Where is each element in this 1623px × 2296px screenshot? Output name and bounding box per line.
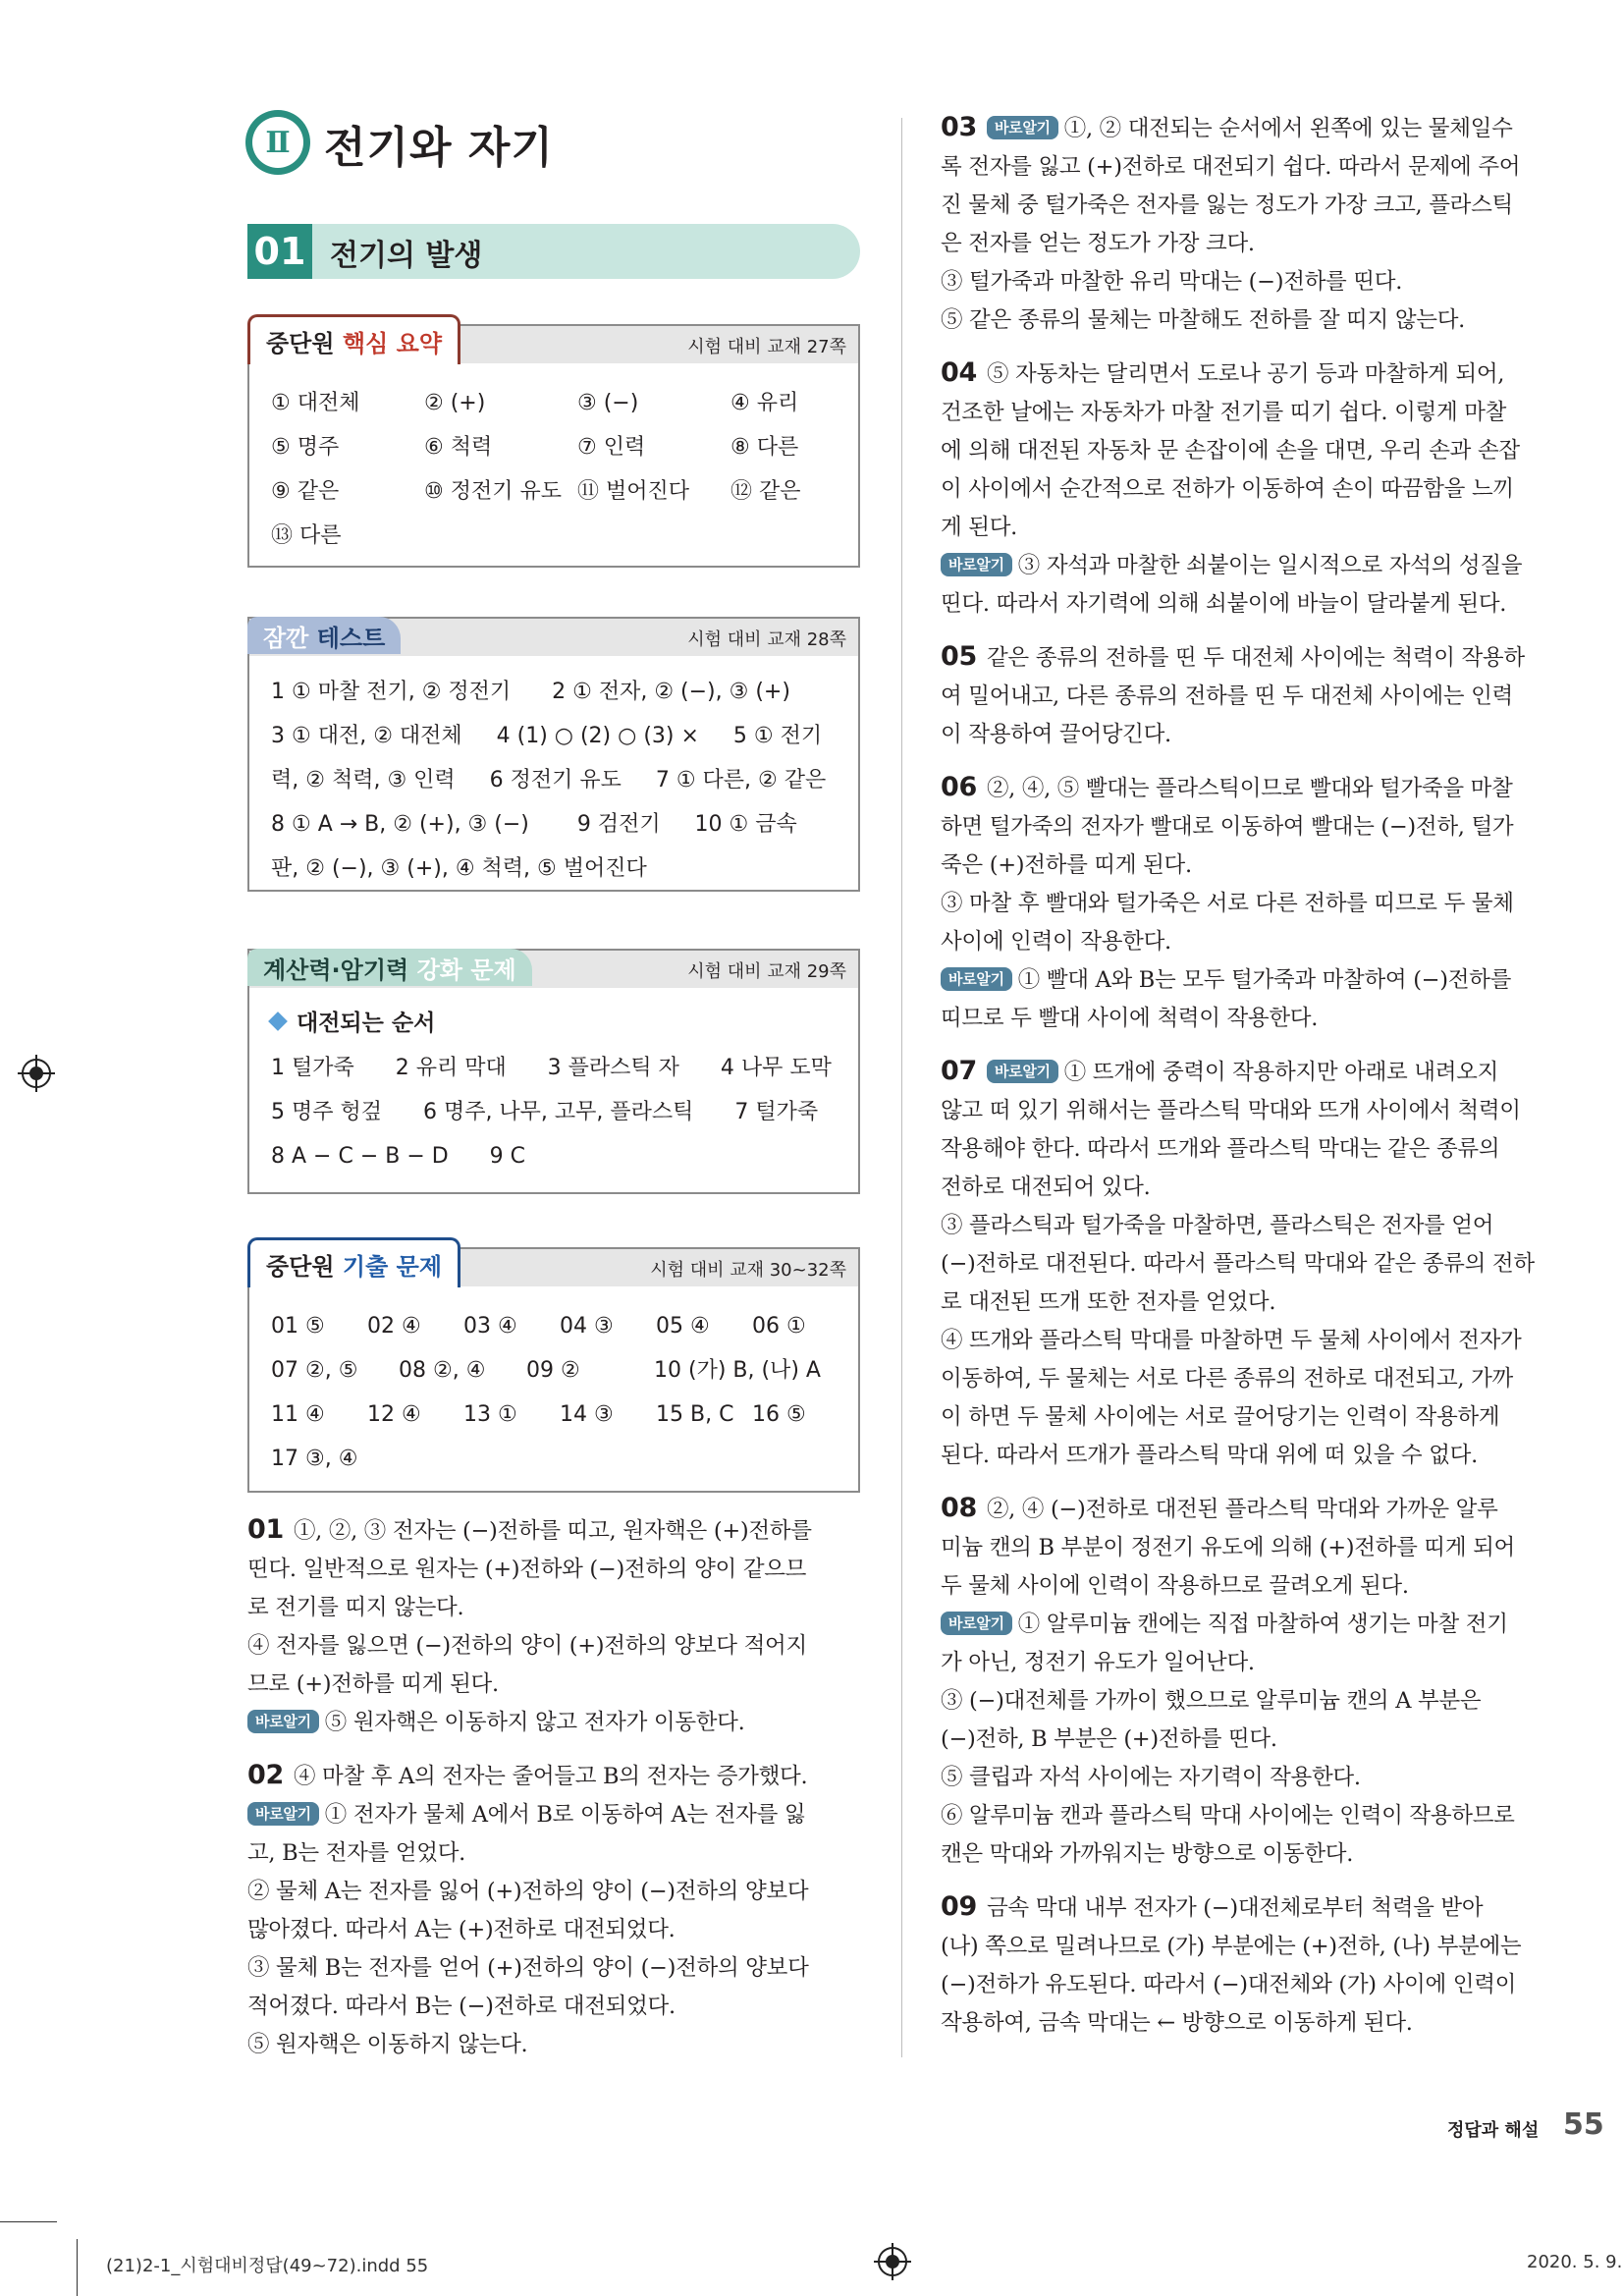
answer-text: ⑥ 알루미늄 캔과 플라스틱 막대 사이에는 인력이 작용하므로	[941, 1803, 1515, 1829]
answer-text: 죽은 (+)전하를 띠게 된다.	[941, 852, 1192, 878]
answer-line	[941, 1092, 1559, 1130]
chapter-numeral: Ⅱ	[252, 117, 303, 168]
summary-item	[424, 514, 577, 558]
answer-text: ③ 플라스틱과 털가죽을 마찰하면, 플라스틱은 전자를 얻어	[941, 1213, 1494, 1238]
answer-line	[247, 1510, 866, 1551]
footer-label: 정답과 해설	[1447, 2120, 1540, 2141]
answer-line	[941, 1360, 1559, 1398]
answer-block	[247, 1756, 866, 2064]
tab-label: 중단원	[266, 1252, 335, 1281]
answer-line	[941, 1928, 1559, 1966]
summary-item: ⑫ 같은	[730, 479, 801, 504]
answer-line	[247, 1627, 866, 1666]
answer-text: ⑤ 원자핵은 이동하지 않고 전자가 이동한다.	[324, 1710, 745, 1735]
past-exam-row	[271, 1393, 844, 1437]
answer-line	[247, 1796, 866, 1834]
answer-line	[941, 1721, 1559, 1759]
practice-body	[271, 1002, 844, 1178]
answer-line	[941, 1887, 1559, 1928]
answer-line	[941, 2004, 1559, 2043]
answer-text: (나) 쪽으로 밀려나므로 (가) 부분에는 (+)전하, (나) 부분에는	[941, 1934, 1522, 1959]
answer-text: 된다. 따라서 뜨개가 플라스틱 막대 위에 떠 있을 수 없다.	[941, 1443, 1478, 1468]
practice-line: 8 A − C − B − D 9 C	[271, 1144, 526, 1169]
question-number: 06	[941, 772, 977, 802]
answer-text: 진 물체 중 털가죽은 전자를 잃는 정도가 가장 크고, 플라스틱	[941, 192, 1513, 218]
past-exam-answer: 14 ③	[560, 1402, 614, 1427]
answer-line	[247, 2026, 866, 2064]
answer-line	[247, 1834, 866, 1873]
answer-line	[941, 585, 1559, 624]
answer-text: 하면 털가죽의 전자가 빨대로 이동하여 빨대는 (−)전하, 털가	[941, 814, 1514, 840]
answer-line	[941, 547, 1559, 585]
answer-text: 전하로 대전되어 있다.	[941, 1175, 1151, 1200]
correction-badge: 바로알기	[247, 1710, 319, 1733]
answer-text: ③ 마찰 후 빨대와 털가죽은 서로 다른 전하를 띠므로 두 물체	[941, 891, 1514, 916]
answer-text: 작용하여, 금속 막대는 ← 방향으로 이동하게 된다.	[941, 2010, 1413, 2036]
answer-block	[941, 1052, 1559, 1475]
past-exam-box	[247, 1247, 860, 1493]
answer-text: 캔은 막대와 가까워지는 방향으로 이동한다.	[941, 1841, 1354, 1867]
answer-line	[941, 394, 1559, 432]
answer-text: 작용해야 한다. 따라서 뜨개와 플라스틱 막대는 같은 종류의	[941, 1136, 1500, 1162]
correction-badge: 바로알기	[941, 1612, 1012, 1635]
past-exam-answer: 09 ②	[526, 1358, 580, 1383]
box-tab	[247, 949, 532, 986]
tab-label: 중단원	[266, 329, 335, 357]
answer-text: 띤다. 따라서 자기력에 의해 쇠붙이에 바늘이 달라붙게 된다.	[941, 591, 1507, 617]
summary-item: ⑧ 다른	[730, 435, 799, 460]
past-exam-answer: 05 ④	[656, 1314, 710, 1339]
summary-item: ④ 유리	[730, 391, 799, 415]
past-exam-answer: 04 ③	[560, 1314, 614, 1339]
answer-line	[941, 1437, 1559, 1475]
answer-text: 건조한 날에는 자동차가 마찰 전기를 띠기 쉽다. 이렇게 마찰	[941, 400, 1507, 425]
tab-label-accent: 핵심 요약	[342, 329, 443, 357]
answer-line	[941, 768, 1559, 808]
quick-test-line: 력, ② 척력, ③ 인력 6 정전기 유도 7 ① 다른, ② 같은	[271, 768, 827, 793]
answer-line	[941, 1284, 1559, 1322]
box-reference: 시험 대비 교재 30~32쪽	[650, 1260, 846, 1281]
answer-text: ① 뜨개에 중력이 작용하지만 아래로 내려오지	[1063, 1060, 1499, 1085]
section-title: 전기의 발생	[330, 239, 483, 273]
answer-line	[941, 509, 1559, 547]
answer-line	[941, 678, 1559, 716]
past-exam-answer: 02 ④	[367, 1314, 421, 1339]
answer-line	[247, 1988, 866, 2026]
answer-line	[941, 1245, 1559, 1284]
answer-line	[941, 1207, 1559, 1245]
question-number: 03	[941, 112, 977, 142]
answer-line	[941, 432, 1559, 470]
past-exam-row	[271, 1437, 844, 1481]
tab-label: 잠깐	[263, 624, 309, 652]
answer-text: 않고 떠 있기 위해서는 플라스틱 막대와 뜨개 사이에서 척력이	[941, 1098, 1521, 1123]
section-number: 01	[247, 224, 312, 279]
answer-line	[941, 637, 1559, 678]
correction-badge: 바로알기	[247, 1802, 319, 1826]
answer-text: ④ 마찰 후 A의 전자는 줄어들고 B의 전자는 증가했다.	[293, 1764, 808, 1789]
answer-line	[941, 1966, 1559, 2004]
past-exam-row	[271, 1348, 844, 1393]
tab-label-accent: 테스트	[316, 624, 386, 652]
practice-line: 5 명주 헝겊 6 명주, 나무, 고무, 플라스틱 7 털가죽	[271, 1100, 819, 1124]
answer-line	[941, 716, 1559, 754]
practice-subtitle-text: 대전되는 순서	[297, 1011, 436, 1036]
print-date: 2020. 5. 9.	[1527, 2252, 1623, 2272]
answer-line	[941, 1606, 1559, 1644]
answer-text: ③ 털가죽과 마찰한 유리 막대는 (−)전하를 띤다.	[941, 269, 1403, 295]
answer-line	[247, 1589, 866, 1627]
answer-line	[941, 1130, 1559, 1169]
summary-item	[730, 514, 848, 558]
answer-text: 고, B는 전자를 얻었다.	[247, 1840, 465, 1866]
quick-test-line: 3 ① 대전, ② 대전체 4 (1) ○ (2) ○ (3) × 5 ① 전기	[271, 724, 823, 748]
past-exam-answer: 08 ②, ④	[399, 1358, 486, 1383]
answer-line	[941, 847, 1559, 885]
answer-line	[247, 1911, 866, 1949]
quick-test-box	[247, 617, 860, 892]
file-info: (21)2-1_시험대비정답(49~72).indd 55	[106, 2256, 429, 2276]
past-exam-answer: 13 ①	[463, 1402, 517, 1427]
answer-text: 록 전자를 잃고 (+)전하로 대전되기 쉽다. 따라서 문제에 주어	[941, 154, 1521, 180]
answer-text: 에 의해 대전된 자동차 문 손잡이에 손을 대면, 우리 손과 손잡	[941, 438, 1520, 464]
answer-text: ⑤ 자동차는 달리면서 도로나 공기 등과 마찰하게 되어,	[986, 361, 1505, 387]
past-exam-answers	[271, 1304, 844, 1481]
answer-line	[941, 354, 1559, 394]
box-reference: 시험 대비 교재 29쪽	[687, 961, 846, 982]
box-reference: 시험 대비 교재 28쪽	[687, 629, 846, 650]
answer-line	[941, 1169, 1559, 1207]
answer-text: ④ 전자를 잃으면 (−)전하의 양이 (+)전하의 양보다 적어지	[247, 1633, 807, 1659]
summary-item: ⑤ 명주	[271, 435, 340, 460]
answer-line	[941, 1644, 1559, 1682]
answer-text: 많아졌다. 따라서 A는 (+)전하로 대전되었다.	[247, 1917, 676, 1942]
left-explanations	[247, 1510, 866, 2078]
question-number: 02	[247, 1760, 284, 1790]
answer-text: ②, ④, ⑤ 빨대는 플라스틱이므로 빨대와 털가죽을 마찰	[986, 776, 1513, 801]
question-number: 08	[941, 1493, 977, 1523]
answer-block	[941, 108, 1559, 340]
answer-text: ③ 자석과 마찰한 쇠붙이는 일시적으로 자석의 성질을	[1017, 553, 1523, 578]
answer-line	[941, 301, 1559, 340]
answer-line	[247, 1551, 866, 1589]
answer-line	[941, 923, 1559, 961]
answer-line	[247, 1704, 866, 1742]
answer-block	[941, 1887, 1559, 2043]
practice-box	[247, 949, 860, 1194]
past-exam-row	[271, 1304, 844, 1348]
answer-text: (−)전하가 유도된다. 따라서 (−)대전체와 (가) 사이에 인력이	[941, 1972, 1517, 1997]
answer-block	[941, 637, 1559, 754]
chapter-title: 전기와 자기	[324, 123, 554, 173]
answer-text: ③ (−)대전체를 가까이 했으므로 알루미늄 캔의 A 부분은	[941, 1688, 1482, 1714]
answer-text: 금속 막대 내부 전자가 (−)대전체로부터 척력을 받아	[986, 1895, 1484, 1921]
quick-test-line: 1 ① 마찰 전기, ② 정전기 2 ① 전자, ② (−), ③ (+)	[271, 680, 790, 704]
crop-mark	[77, 2239, 78, 2296]
box-tab	[247, 1237, 460, 1287]
past-exam-answer: 06 ①	[752, 1314, 806, 1339]
past-exam-answer: 12 ④	[367, 1402, 421, 1427]
answer-line	[941, 885, 1559, 923]
answer-text: ①, ② 대전되는 순서에서 왼쪽에 있는 물체일수	[1063, 116, 1513, 141]
correction-badge: 바로알기	[987, 1060, 1058, 1083]
registration-mark-icon	[878, 2247, 907, 2276]
answer-text: 이 하면 두 물체 사이에는 서로 끌어당기는 인력이 작용하게	[941, 1404, 1500, 1430]
answer-text: ① 빨대 A와 B는 모두 털가죽과 마찰하여 (−)전하를	[1017, 967, 1512, 993]
quick-test-line: 8 ① A → B, ② (+), ③ (−) 9 검전기 10 ① 금속	[271, 812, 797, 837]
answer-text: 미늄 캔의 B 부분이 정전기 유도에 의해 (+)전하를 띠게 되어	[941, 1535, 1515, 1560]
answer-text: ⑤ 클립과 자석 사이에는 자기력이 작용한다.	[941, 1765, 1361, 1790]
summary-item: ⑥ 척력	[424, 435, 493, 460]
summary-item: ⑬ 다른	[271, 523, 342, 548]
answer-line	[941, 1489, 1559, 1529]
answer-line	[941, 263, 1559, 301]
answer-line	[941, 1000, 1559, 1038]
answer-line	[941, 148, 1559, 187]
summary-box	[247, 324, 860, 568]
registration-mark-icon	[22, 1059, 51, 1088]
box-reference: 시험 대비 교재 27쪽	[687, 337, 846, 357]
answer-text: 여 밀어내고, 다른 종류의 전하를 띤 두 대전체 사이에는 인력	[941, 683, 1513, 709]
crop-mark	[0, 2221, 57, 2222]
answer-text: ⑤ 같은 종류의 물체는 마찰해도 전하를 잘 띠지 않는다.	[941, 307, 1466, 333]
answer-text: 사이에 인력이 작용한다.	[941, 929, 1171, 955]
answer-text: (−)전하로 대전된다. 따라서 플라스틱 막대와 같은 종류의 전하	[941, 1251, 1535, 1277]
past-exam-answer: 07 ②, ⑤	[271, 1358, 358, 1383]
correction-badge: 바로알기	[941, 967, 1012, 991]
summary-item	[577, 514, 730, 558]
past-exam-answer: 11 ④	[271, 1402, 325, 1427]
answer-block	[247, 1510, 866, 1742]
box-tab	[247, 617, 401, 654]
answer-text: 적어졌다. 따라서 B는 (−)전하로 대전되었다.	[247, 1994, 676, 2019]
summary-item: ① 대전체	[271, 391, 360, 415]
summary-item: ⑨ 같은	[271, 479, 340, 504]
question-number: 04	[941, 357, 977, 388]
answer-text: 가 아닌, 정전기 유도가 일어난다.	[941, 1650, 1255, 1675]
answer-line	[941, 1682, 1559, 1721]
answer-text: 로 전기를 띠지 않는다.	[247, 1595, 464, 1620]
correction-badge: 바로알기	[941, 553, 1012, 576]
answer-block	[941, 768, 1559, 1038]
summary-grid	[271, 381, 844, 558]
answer-text: 같은 종류의 전하를 띤 두 대전체 사이에는 척력이 작용하	[986, 645, 1525, 671]
tab-label-accent: 기출 문제	[342, 1252, 443, 1281]
correction-badge: 바로알기	[987, 116, 1058, 139]
answer-text: ⑤ 원자핵은 이동하지 않는다.	[247, 2032, 528, 2057]
answer-line	[941, 187, 1559, 225]
answer-text: 므로 (+)전하를 띠게 된다.	[247, 1671, 499, 1697]
answer-text: ② 물체 A는 전자를 잃어 (+)전하의 양이 (−)전하의 양보다	[247, 1879, 809, 1904]
answer-text: 두 물체 사이에 인력이 작용하므로 끌려오게 된다.	[941, 1573, 1409, 1599]
answer-line	[941, 470, 1559, 509]
practice-line: 1 털가죽 2 유리 막대 3 플라스틱 자 4 나무 도막	[271, 1056, 832, 1080]
answer-line	[941, 961, 1559, 1000]
chapter-number-icon	[245, 110, 310, 175]
summary-item: ③ (−)	[577, 391, 639, 415]
right-explanations	[941, 108, 1559, 2056]
answer-line	[247, 1949, 866, 1988]
answer-text: 은 전자를 얻는 정도가 가장 크다.	[941, 231, 1255, 256]
answer-line	[941, 808, 1559, 847]
answer-line	[941, 1529, 1559, 1567]
tab-label-accent: 강화 문제	[416, 956, 516, 984]
question-number: 05	[941, 641, 977, 672]
past-exam-answer: 16 ⑤	[752, 1402, 806, 1427]
past-exam-answer: 15 B, C	[656, 1402, 734, 1427]
answer-block	[941, 354, 1559, 624]
answer-text: ④ 뜨개와 플라스틱 막대를 마찰하면 두 물체 사이에서 전자가	[941, 1328, 1522, 1353]
tab-label: 계산력·암기력	[263, 956, 409, 984]
answer-block	[941, 1489, 1559, 1874]
answer-line	[941, 1835, 1559, 1874]
practice-subtitle	[271, 1002, 844, 1046]
answer-line	[941, 1398, 1559, 1437]
answer-line	[941, 1322, 1559, 1360]
answer-text: ②, ④ (−)전하로 대전된 플라스틱 막대와 가까운 알루	[986, 1497, 1498, 1522]
answer-line	[941, 1052, 1559, 1092]
summary-item: ⑩ 정전기 유도	[424, 479, 562, 504]
page-number: 55	[1563, 2107, 1604, 2142]
answer-line	[941, 1797, 1559, 1835]
answer-text: (−)전하, B 부분은 (+)전하를 띤다.	[941, 1726, 1277, 1752]
diamond-icon	[268, 1011, 288, 1031]
answer-line	[941, 108, 1559, 148]
past-exam-answer: 17 ③, ④	[271, 1447, 358, 1471]
answer-text: 이동하여, 두 물체는 서로 다른 종류의 전하로 대전되고, 가까	[941, 1366, 1513, 1392]
answer-text: 게 된다.	[941, 515, 1018, 540]
box-tab	[247, 314, 460, 364]
question-number: 09	[941, 1891, 977, 1922]
quick-test-line: 판, ② (−), ③ (+), ④ 척력, ⑤ 벌어진다	[271, 856, 647, 881]
answer-line	[247, 1666, 866, 1704]
answer-text: 이 작용하여 끌어당긴다.	[941, 722, 1171, 747]
answer-text: ① 전자가 물체 A에서 B로 이동하여 A는 전자를 잃	[324, 1802, 806, 1828]
answer-text: 띤다. 일반적으로 원자는 (+)전하와 (−)전하의 양이 같으므	[247, 1557, 807, 1582]
answer-text: ① 알루미늄 캔에는 직접 마찰하여 생기는 마찰 전기	[1017, 1612, 1508, 1637]
summary-item: ⑪ 벌어진다	[577, 479, 690, 504]
answer-line	[247, 1756, 866, 1796]
past-exam-answer: 10 (가) B, (나) A	[654, 1358, 821, 1383]
answer-line	[941, 1759, 1559, 1797]
answer-text: ③ 물체 B는 전자를 얻어 (+)전하의 양이 (−)전하의 양보다	[247, 1955, 809, 1981]
question-number: 01	[247, 1514, 284, 1545]
answer-text: 로 대전된 뜨개 또한 전자를 얻었다.	[941, 1289, 1276, 1315]
column-divider	[901, 118, 902, 2057]
quick-test-lines	[271, 670, 844, 891]
summary-item: ⑦ 인력	[577, 435, 646, 460]
past-exam-answer: 01 ⑤	[271, 1314, 325, 1339]
answer-text: 띠므로 두 빨대 사이에 척력이 작용한다.	[941, 1006, 1319, 1031]
answer-line	[941, 1567, 1559, 1606]
answer-line	[941, 225, 1559, 263]
answer-text: 이 사이에서 순간적으로 전하가 이동하여 손이 따끔함을 느끼	[941, 476, 1514, 502]
answer-line	[247, 1873, 866, 1911]
past-exam-answer: 03 ④	[463, 1314, 517, 1339]
question-number: 07	[941, 1056, 977, 1086]
summary-item: ② (+)	[424, 391, 486, 415]
answer-text: ①, ②, ③ 전자는 (−)전하를 띠고, 원자핵은 (+)전하를	[293, 1518, 812, 1544]
